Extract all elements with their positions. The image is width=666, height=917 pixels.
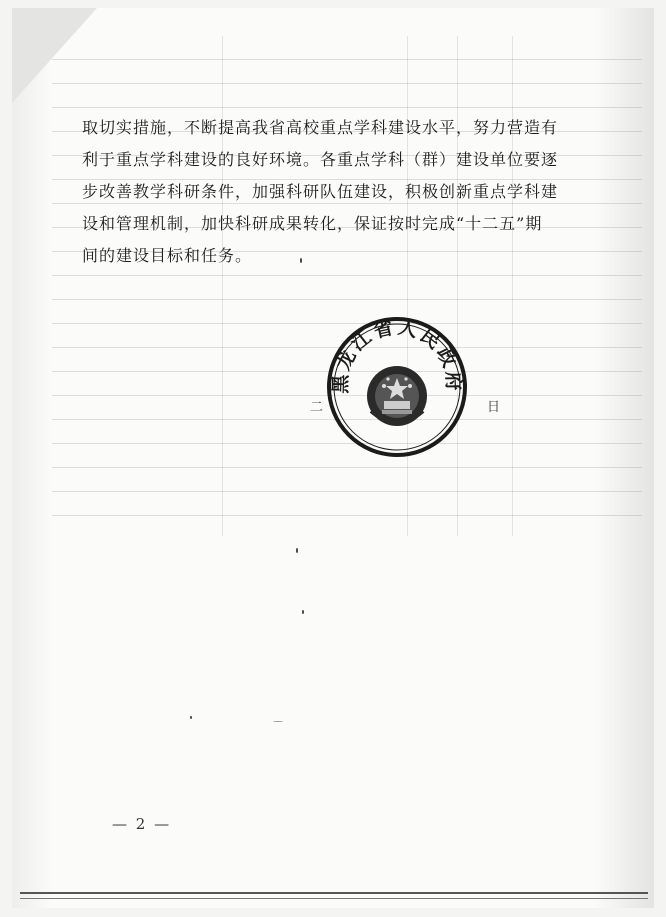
footer-rule (20, 892, 648, 899)
paragraph-line: 间的建设目标和任务。 (82, 246, 253, 265)
scan-speck (302, 610, 304, 614)
page-number: — 2 — (112, 815, 172, 833)
svg-text:黑龙江省人民政府: 黑龙江省人民政府 (329, 316, 465, 394)
scan-speck (300, 258, 302, 263)
folded-corner (12, 8, 97, 103)
paragraph-line: 利于重点学科建设的良好环境。各重点学科（群）建设单位要逐 (82, 150, 559, 169)
paragraph-line: 设和管理机制，加快科研成果转化，保证按时完成“十二五”期 (82, 214, 543, 233)
scan-speck (296, 548, 298, 553)
date-fragment-right: 日 (486, 400, 500, 415)
scan-shadow-left (12, 8, 52, 908)
paragraph-line: 步改善教学科研条件，加强科研队伍建设，积极创新重点学科建 (82, 182, 559, 201)
date-fragment-left: 二 (310, 400, 324, 415)
bleed-through-column (407, 36, 408, 536)
bleed-through-table (52, 36, 642, 536)
national-emblem-icon (367, 366, 427, 426)
paragraph-line: 取切实措施，不断提高我省高校重点学科建设水平，努力营造有 (82, 118, 559, 137)
bleed-through-column (222, 36, 223, 536)
body-paragraph (82, 112, 582, 272)
scan-speck (273, 721, 283, 722)
scan-speck (190, 716, 192, 719)
bleed-through-column (457, 36, 458, 536)
government-seal (326, 316, 468, 458)
bleed-through-column (512, 36, 513, 536)
